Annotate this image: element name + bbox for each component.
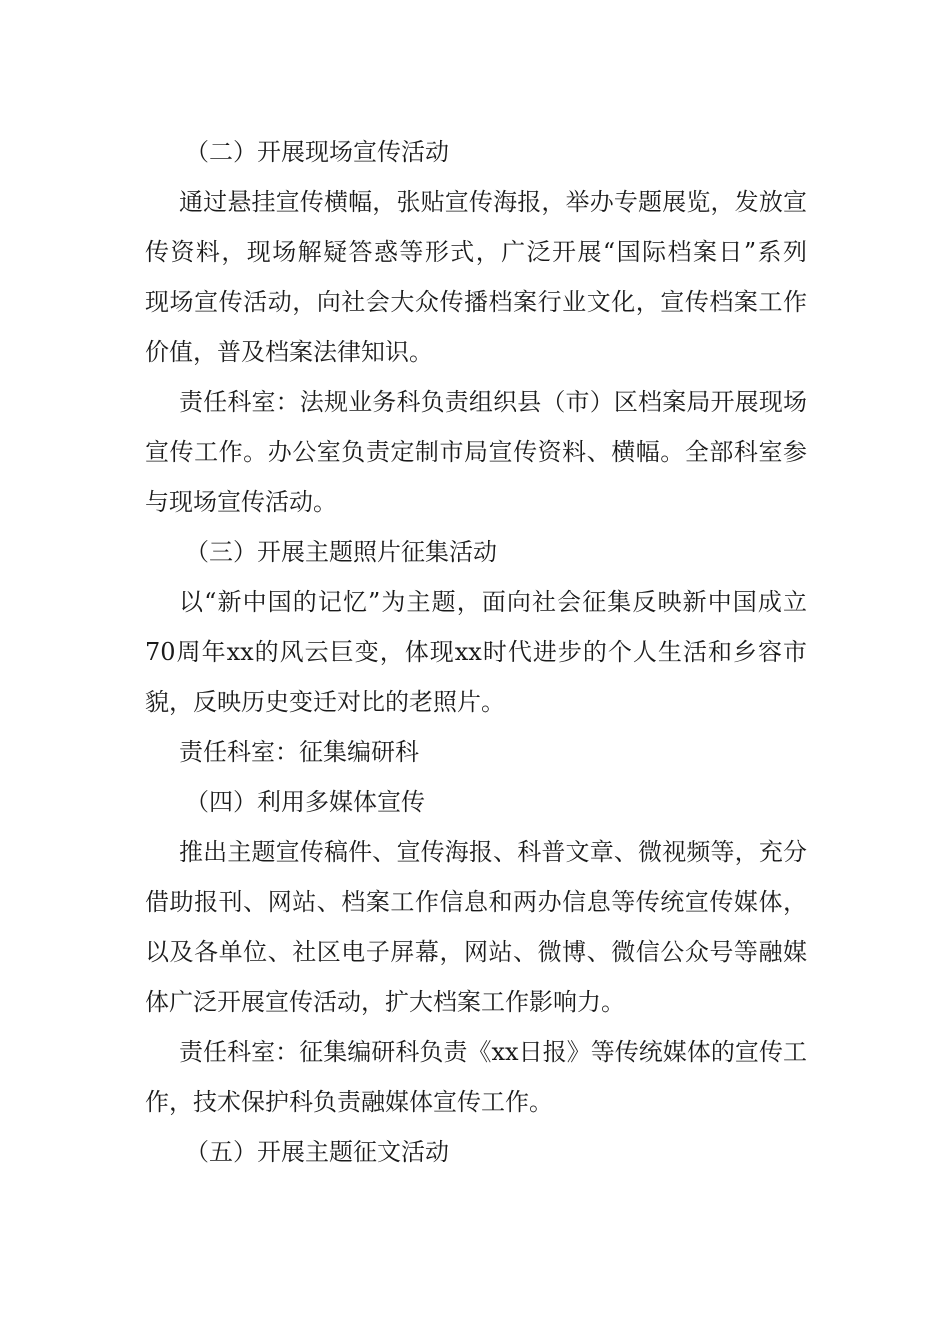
paragraph: [145, 377, 807, 527]
paragraph-line: 价值，普及档案法律知识。: [145, 338, 433, 366]
paragraph-line: 传资料，现场解疑答惑等形式，广泛开展“国际档案日”系列: [145, 238, 807, 266]
paragraph-line: 现场宣传活动，向社会大众传播档案行业文化，宣传档案工作: [145, 288, 807, 316]
paragraph-line: 70周年xx的风云巨变，体现xx时代进步的个人生活和乡容市: [145, 638, 807, 666]
paragraph: [145, 177, 807, 377]
paragraph: [145, 827, 807, 1027]
paragraph-line: 作，技术保护科负责融媒体宣传工作。: [145, 1088, 553, 1116]
document-body: [145, 127, 807, 1177]
paragraph-line: 责任科室：征集编研科: [179, 738, 419, 766]
section-heading: （三）开展主题照片征集活动: [185, 538, 497, 566]
paragraph-line: 以“新中国的记忆”为主题，面向社会征集反映新中国成立: [179, 588, 807, 616]
paragraph-line: 貌，反映历史变迁对比的老照片。: [145, 688, 505, 716]
paragraph-line: 推出主题宣传稿件、宣传海报、科普文章、微视频等，充分: [179, 838, 807, 866]
paragraph: [145, 1027, 807, 1127]
paragraph: [145, 727, 807, 777]
paragraph-line: 责任科室：法规业务科负责组织县（市）区档案局开展现场: [179, 388, 807, 416]
section-heading: （四）利用多媒体宣传: [185, 788, 425, 816]
paragraph-line: 责任科室：征集编研科负责《xx日报》等传统媒体的宣传工: [179, 1038, 807, 1066]
paragraph-line: 体广泛开展宣传活动，扩大档案工作影响力。: [145, 988, 625, 1016]
paragraph-line: 宣传工作。办公室负责定制市局宣传资料、横幅。全部科室参: [145, 438, 807, 466]
section-heading: （二）开展现场宣传活动: [185, 138, 449, 166]
paragraph-line: 与现场宣传活动。: [145, 488, 337, 516]
paragraph-line: 通过悬挂宣传横幅，张贴宣传海报，举办专题展览，发放宣: [179, 188, 807, 216]
paragraph: [145, 577, 807, 727]
paragraph-line: 借助报刊、网站、档案工作信息和两办信息等传统宣传媒体，: [145, 888, 807, 916]
section-heading: （五）开展主题征文活动: [185, 1138, 449, 1166]
paragraph-line: 以及各单位、社区电子屏幕，网站、微博、微信公众号等融媒: [145, 938, 807, 966]
